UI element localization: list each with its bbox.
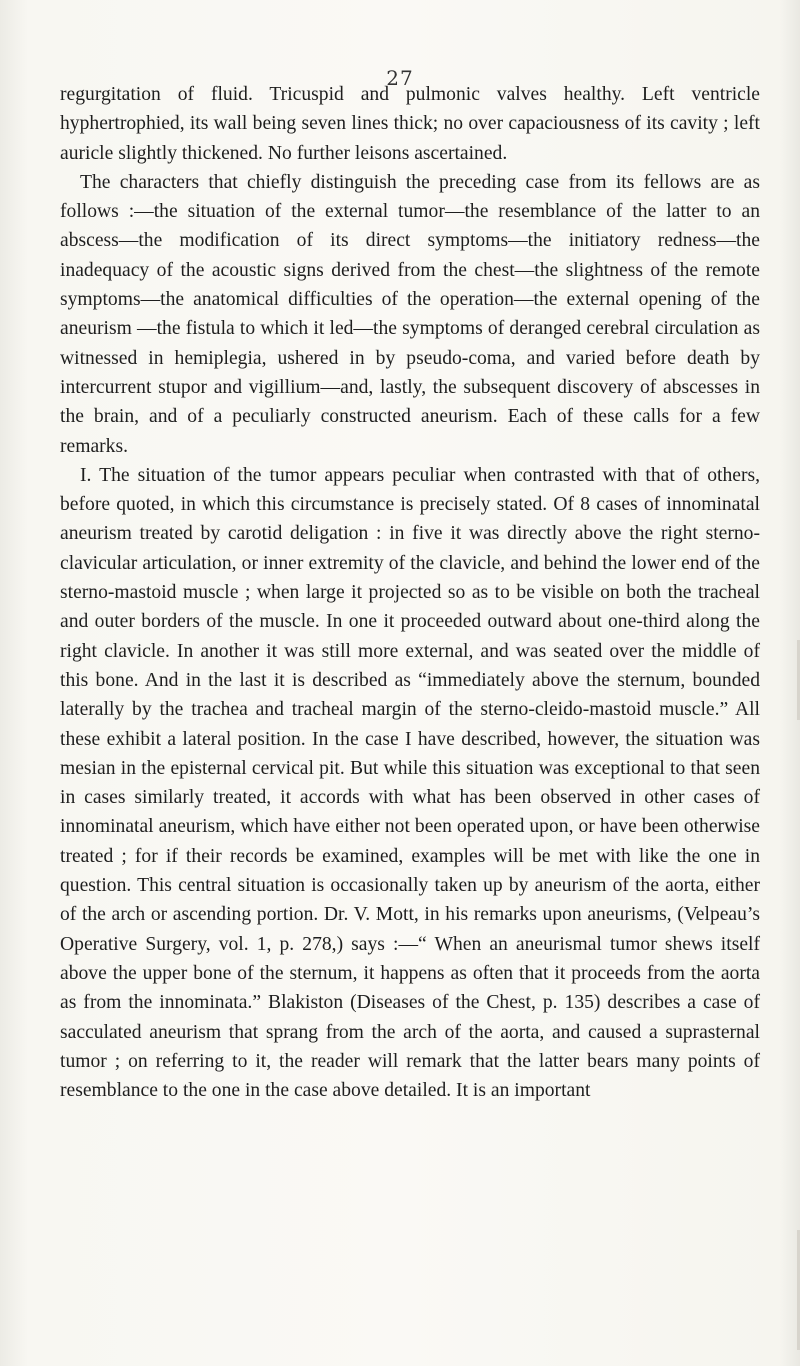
paragraph-continuation: regurgitation of fluid. Tricuspid and pulmonic valves healthy. Left ventricle hyphertrophied, its wall being seven lines thick; no over capaciousness of its cavity ; left auricle slightly thickened. No further leisons ascertained. (60, 84, 760, 164)
paragraph-characters: The characters that chiefly distinguish the preceding case from its fellows are as follows :—the situation of the external tumor—the resemblance of the latter to an abscess—the modification of its direct symptoms—the initiatory redness—the inadequacy of the acoustic signs derived from the chest—the slightness of the remote symptoms—the anatomical difficulties of the operation—the external opening of the aneurism —the fistula to which it led—the symptoms of deranged cerebral circulation as witnessed in hemiplegia, ushered in by pseudo-coma, and varied before death by intercurrent stupor and vigillium—and, lastly, the subsequent discovery of abscesses in the brain, and of a peculiarly constructed aneurism. Each of these calls for a few remarks. (60, 171, 760, 457)
body-text (60, 80, 760, 1105)
page-number: 27 (386, 66, 414, 90)
paragraph-situation-of-tumor: I. The situation of the tumor appears peculiar when contrasted with that of others, before quoted, in which this circumstance is precisely stated. Of 8 cases of innominatal aneurism treated by carotid deligation : in five it was directly above the right sterno-clavicular articulation, or inner extremity of the clavicle, and behind the lower end of the sterno-mastoid muscle ; when large it projected so as to be visible on both the tracheal and outer borders of the muscle. In one it proceeded outward about one-third along the right clavicle. In another it was still more external, and was seated over the middle of this bone. And in the last it is described as “immediately above the sternum, bounded laterally by the trachea and tracheal margin of the sterno-cleido-mastoid muscle.” All these exhibit a lateral position. In the case I have described, however, the situation was mesian in the episternal cervical pit. But while this situation was exceptional to that seen in cases similarly treated, it accords with what has been observed in other cases of innominatal aneurism, which have either not been operated upon, or have been otherwise treated ; for if their records be examined, examples will be met with like the one in question. This central situation is occasionally taken up by aneurism of the aorta, either of the arch or ascending portion. Dr. V. Mott, in his remarks upon aneurisms, (Velpeau’s Operative Surgery, vol. 1, p. 278,) says :—“ When an aneurismal tumor shews itself above the upper bone of the sternum, it happens as often that it proceeds from the aorta as from the innominata.” Blakiston (Diseases of the Chest, p. 135) describes a case of sacculated aneurism that sprang from the arch of the aorta, and caused a suprasternal tumor ; on referring to it, the reader will remark that the latter bears many points of resemblance to the one in the case above detailed. It is an important (60, 464, 760, 1102)
